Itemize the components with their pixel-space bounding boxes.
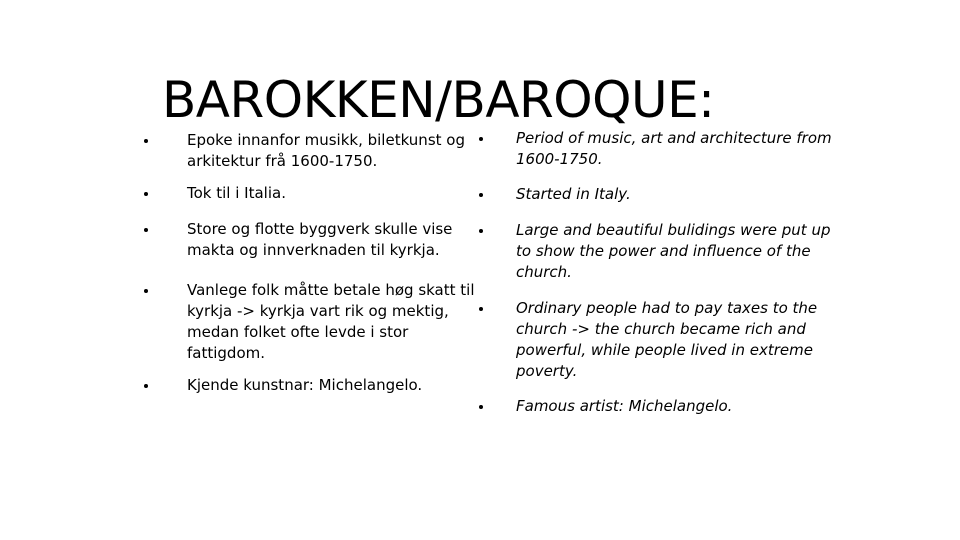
norwegian-column bbox=[140, 130, 485, 396]
list-item-text: Vanlege folk måtte betale høg skatt til kyrkja -> kyrkja vart rik og mektig, medan folket ofte levde i stor fattigdom. bbox=[187, 281, 475, 362]
list-item-text: Large and beautiful bulidings were put up to show the power and influence of the church. bbox=[516, 221, 831, 281]
bullet-icon bbox=[144, 228, 148, 232]
list-item-text: Famous artist: Michelangelo. bbox=[516, 397, 733, 415]
list-item-text: Started in Italy. bbox=[516, 185, 631, 203]
bullet-icon bbox=[144, 192, 148, 196]
list-item bbox=[472, 128, 832, 170]
list-item bbox=[140, 375, 485, 396]
list-item-text: Epoke innanfor musikk, biletkunst og arkitektur frå 1600-1750. bbox=[187, 131, 465, 170]
list-item-text: Kjende kunstnar: Michelangelo. bbox=[187, 376, 423, 394]
bullet-icon bbox=[479, 193, 483, 197]
english-bullet-list bbox=[472, 128, 832, 417]
bullet-icon bbox=[479, 405, 483, 409]
english-column bbox=[472, 130, 832, 417]
bullet-icon bbox=[479, 229, 483, 233]
bullet-icon bbox=[144, 139, 148, 143]
list-item-text: Tok til i Italia. bbox=[187, 184, 286, 202]
list-item bbox=[140, 183, 485, 204]
list-item bbox=[472, 298, 832, 382]
bullet-icon bbox=[479, 137, 483, 141]
list-item bbox=[140, 219, 485, 261]
list-item bbox=[472, 396, 832, 417]
bullet-icon bbox=[144, 384, 148, 388]
list-item bbox=[472, 220, 832, 283]
list-item-text: Period of music, art and architecture from 1600-1750. bbox=[516, 129, 832, 168]
bullet-icon bbox=[144, 289, 148, 293]
slide-title: BAROKKEN/BAROQUE: bbox=[162, 70, 715, 129]
bullet-icon bbox=[479, 307, 483, 311]
list-item-text: Store og flotte byggverk skulle vise makta og innverknaden til kyrkja. bbox=[187, 220, 453, 259]
list-item bbox=[140, 280, 485, 364]
norwegian-bullet-list bbox=[140, 130, 485, 396]
list-item bbox=[140, 130, 485, 172]
list-item-text: Ordinary people had to pay taxes to the church -> the church became rich and powerful, while people lived in extreme poverty. bbox=[516, 299, 818, 380]
list-item bbox=[472, 184, 832, 205]
